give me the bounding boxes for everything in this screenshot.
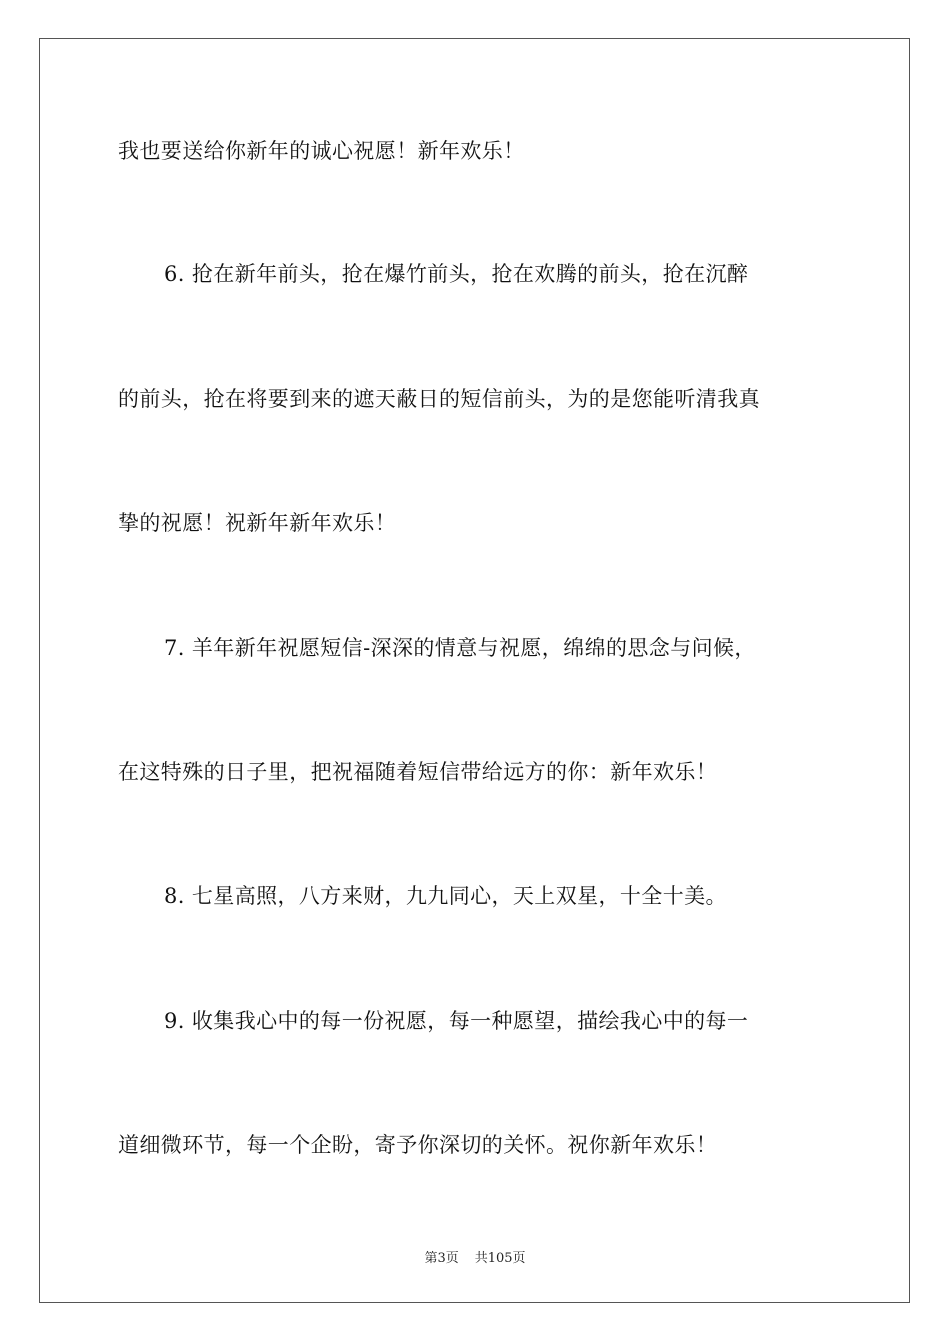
page-number: 第3页	[424, 1251, 459, 1266]
page-footer	[0, 1247, 950, 1266]
paragraph-line-5: 7. 羊年新年祝愿短信-深深的情意与祝愿，绵绵的思念与问候，	[164, 636, 756, 660]
paragraph-line-1: 我也要送给你新年的诚心祝愿！新年欢乐！	[118, 139, 525, 163]
paragraph-line-8: 9. 收集我心中的每一份祝愿，每一种愿望，描绘我心中的每一	[164, 1009, 749, 1033]
total-pages: 共105页	[474, 1251, 526, 1266]
paragraph-line-4: 挚的祝愿！祝新年新年欢乐！	[118, 511, 397, 535]
paragraph-line-9: 道细微环节，每一个企盼，寄予你深切的关怀。祝你新年欢乐！	[118, 1133, 718, 1157]
paragraph-line-3: 的前头，抢在将要到来的遮天蔽日的短信前头，为的是您能听清我真	[118, 387, 760, 411]
paragraph-line-7: 8. 七星高照，八方来财，九九同心，天上双星，十全十美。	[164, 884, 727, 908]
paragraph-line-6: 在这特殊的日子里，把祝福随着短信带给远方的你：新年欢乐！	[118, 760, 718, 784]
paragraph-line-2: 6. 抢在新年前头，抢在爆竹前头，抢在欢腾的前头，抢在沉醉	[164, 262, 749, 286]
page-border	[39, 38, 910, 1303]
